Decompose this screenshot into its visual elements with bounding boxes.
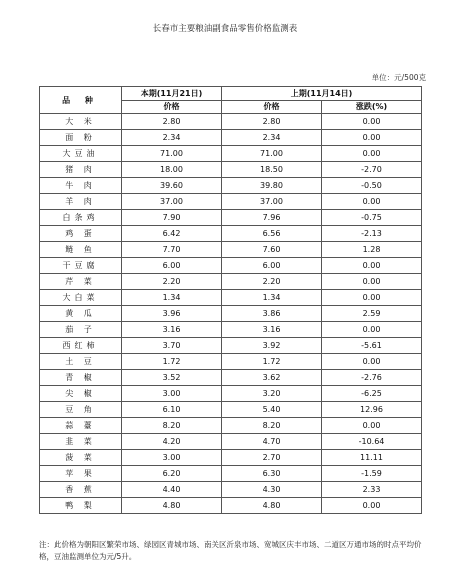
current-price-cell: 8.20 (122, 418, 222, 434)
current-price-cell: 1.72 (122, 354, 222, 370)
current-price-cell: 3.96 (122, 306, 222, 322)
product-name-cell: 尖 椒 (40, 386, 122, 402)
previous-price-cell: 2.20 (222, 274, 322, 290)
table-row (40, 210, 422, 226)
product-name-cell: 大 米 (40, 114, 122, 130)
table-row (40, 258, 422, 274)
change-cell: -1.59 (322, 466, 422, 482)
change-cell: 0.00 (322, 322, 422, 338)
table-row (40, 114, 422, 130)
product-name-cell: 羊 肉 (40, 194, 122, 210)
table-row (40, 290, 422, 306)
table-row (40, 466, 422, 482)
previous-price-cell: 7.60 (222, 242, 322, 258)
current-price-cell: 3.52 (122, 370, 222, 386)
table-row (40, 402, 422, 418)
table-row (40, 194, 422, 210)
change-cell: 0.00 (322, 354, 422, 370)
change-header: 涨跌(%) (322, 101, 422, 114)
change-cell: -6.25 (322, 386, 422, 402)
previous-price-cell: 6.30 (222, 466, 322, 482)
price-table (39, 86, 422, 514)
current-price-cell: 3.70 (122, 338, 222, 354)
product-name-cell: 鸡 蛋 (40, 226, 122, 242)
previous-price-cell: 4.30 (222, 482, 322, 498)
table-row (40, 146, 422, 162)
table-row (40, 386, 422, 402)
previous-price-cell: 37.00 (222, 194, 322, 210)
current-price-cell: 4.40 (122, 482, 222, 498)
previous-price-cell: 2.70 (222, 450, 322, 466)
previous-price-cell: 6.56 (222, 226, 322, 242)
table-body (40, 114, 422, 514)
current-price-cell: 1.34 (122, 290, 222, 306)
table-row (40, 450, 422, 466)
table-row (40, 306, 422, 322)
product-name-cell: 牛 肉 (40, 178, 122, 194)
change-cell: 1.28 (322, 242, 422, 258)
table-row (40, 418, 422, 434)
current-price-cell: 18.00 (122, 162, 222, 178)
current-price-cell: 3.00 (122, 450, 222, 466)
change-cell: -0.50 (322, 178, 422, 194)
product-name-cell: 土 豆 (40, 354, 122, 370)
current-price-cell: 7.90 (122, 210, 222, 226)
product-name-cell: 白条鸡 (40, 210, 122, 226)
change-cell: -2.13 (322, 226, 422, 242)
previous-price-cell: 1.34 (222, 290, 322, 306)
change-cell: 2.33 (322, 482, 422, 498)
product-name-cell: 青 椒 (40, 370, 122, 386)
previous-price-cell: 18.50 (222, 162, 322, 178)
table-row (40, 162, 422, 178)
table-row (40, 242, 422, 258)
current-price-cell: 4.20 (122, 434, 222, 450)
product-name-cell: 鲢 鱼 (40, 242, 122, 258)
table-row (40, 354, 422, 370)
current-price-cell: 2.20 (122, 274, 222, 290)
product-name-cell: 鸭 梨 (40, 498, 122, 514)
current-price-cell: 2.34 (122, 130, 222, 146)
previous-price-cell: 7.96 (222, 210, 322, 226)
table-row (40, 434, 422, 450)
current-price-cell: 37.00 (122, 194, 222, 210)
table-row (40, 178, 422, 194)
product-name-cell: 大豆油 (40, 146, 122, 162)
previous-price-cell: 1.72 (222, 354, 322, 370)
previous-price-cell: 3.86 (222, 306, 322, 322)
product-name-cell: 黄 瓜 (40, 306, 122, 322)
change-cell: -0.75 (322, 210, 422, 226)
table-row (40, 226, 422, 242)
product-name-cell: 韭 菜 (40, 434, 122, 450)
change-cell: 11.11 (322, 450, 422, 466)
previous-price-cell: 71.00 (222, 146, 322, 162)
current-price-cell: 71.00 (122, 146, 222, 162)
previous-price-cell: 39.80 (222, 178, 322, 194)
change-cell: 2.59 (322, 306, 422, 322)
table-row (40, 274, 422, 290)
table-row (40, 498, 422, 514)
change-cell: -2.70 (322, 162, 422, 178)
table-row (40, 370, 422, 386)
previous-price-cell: 8.20 (222, 418, 322, 434)
change-cell: -10.64 (322, 434, 422, 450)
current-price-cell: 2.80 (122, 114, 222, 130)
change-cell: 0.00 (322, 274, 422, 290)
current-price-cell: 6.42 (122, 226, 222, 242)
change-cell: 0.00 (322, 290, 422, 306)
product-name-cell: 蒜 薹 (40, 418, 122, 434)
footnote: 注：此价格为朝阳区繁荣市场、绿园区青城市场、南关区沂泉市场、宽城区庆丰市场、二道区万通市场的时点平均价格，豆油监测单位为元/5升。 (39, 540, 422, 561)
current-price-cell: 3.00 (122, 386, 222, 402)
change-cell: 0.00 (322, 258, 422, 274)
current-price-cell: 6.00 (122, 258, 222, 274)
product-name-cell: 猪 肉 (40, 162, 122, 178)
current-price-cell: 6.20 (122, 466, 222, 482)
current-price-cell: 39.60 (122, 178, 222, 194)
table-header-row (40, 87, 422, 101)
previous-price-cell: 2.34 (222, 130, 322, 146)
change-cell: 0.00 (322, 194, 422, 210)
change-cell: 0.00 (322, 130, 422, 146)
current-price-cell: 6.10 (122, 402, 222, 418)
product-name-cell: 芹 菜 (40, 274, 122, 290)
change-cell: -5.61 (322, 338, 422, 354)
product-name-cell: 面 粉 (40, 130, 122, 146)
previous-price-cell: 6.00 (222, 258, 322, 274)
product-name-cell: 豆 角 (40, 402, 122, 418)
previous-price-cell: 4.70 (222, 434, 322, 450)
previous-price-cell: 3.16 (222, 322, 322, 338)
product-name-cell: 西红柿 (40, 338, 122, 354)
table-row (40, 130, 422, 146)
change-cell: -2.76 (322, 370, 422, 386)
product-name-cell: 菠 菜 (40, 450, 122, 466)
change-cell: 0.00 (322, 146, 422, 162)
change-cell: 0.00 (322, 498, 422, 514)
current-period-header: 本期(11月21日) (122, 87, 222, 101)
previous-price-cell: 2.80 (222, 114, 322, 130)
product-column-header: 品 种 (40, 87, 122, 114)
product-name-cell: 大白菜 (40, 290, 122, 306)
table-row (40, 322, 422, 338)
previous-price-cell: 4.80 (222, 498, 322, 514)
previous-period-header: 上期(11月14日) (222, 87, 422, 101)
page-title: 长春市主要粮油副食品零售价格监测表 (152, 24, 298, 34)
table-row (40, 338, 422, 354)
previous-price-cell: 3.62 (222, 370, 322, 386)
previous-price-header: 价格 (222, 101, 322, 114)
change-cell: 0.00 (322, 418, 422, 434)
unit-label: 单位：元/500克 (371, 73, 426, 82)
change-cell: 12.96 (322, 402, 422, 418)
product-name-cell: 香 蕉 (40, 482, 122, 498)
current-price-header: 价格 (122, 101, 222, 114)
current-price-cell: 4.80 (122, 498, 222, 514)
current-price-cell: 7.70 (122, 242, 222, 258)
change-cell: 0.00 (322, 114, 422, 130)
product-name-cell: 苹 果 (40, 466, 122, 482)
product-name-cell: 茄 子 (40, 322, 122, 338)
previous-price-cell: 5.40 (222, 402, 322, 418)
previous-price-cell: 3.92 (222, 338, 322, 354)
table-row (40, 482, 422, 498)
previous-price-cell: 3.20 (222, 386, 322, 402)
current-price-cell: 3.16 (122, 322, 222, 338)
product-name-cell: 干豆腐 (40, 258, 122, 274)
